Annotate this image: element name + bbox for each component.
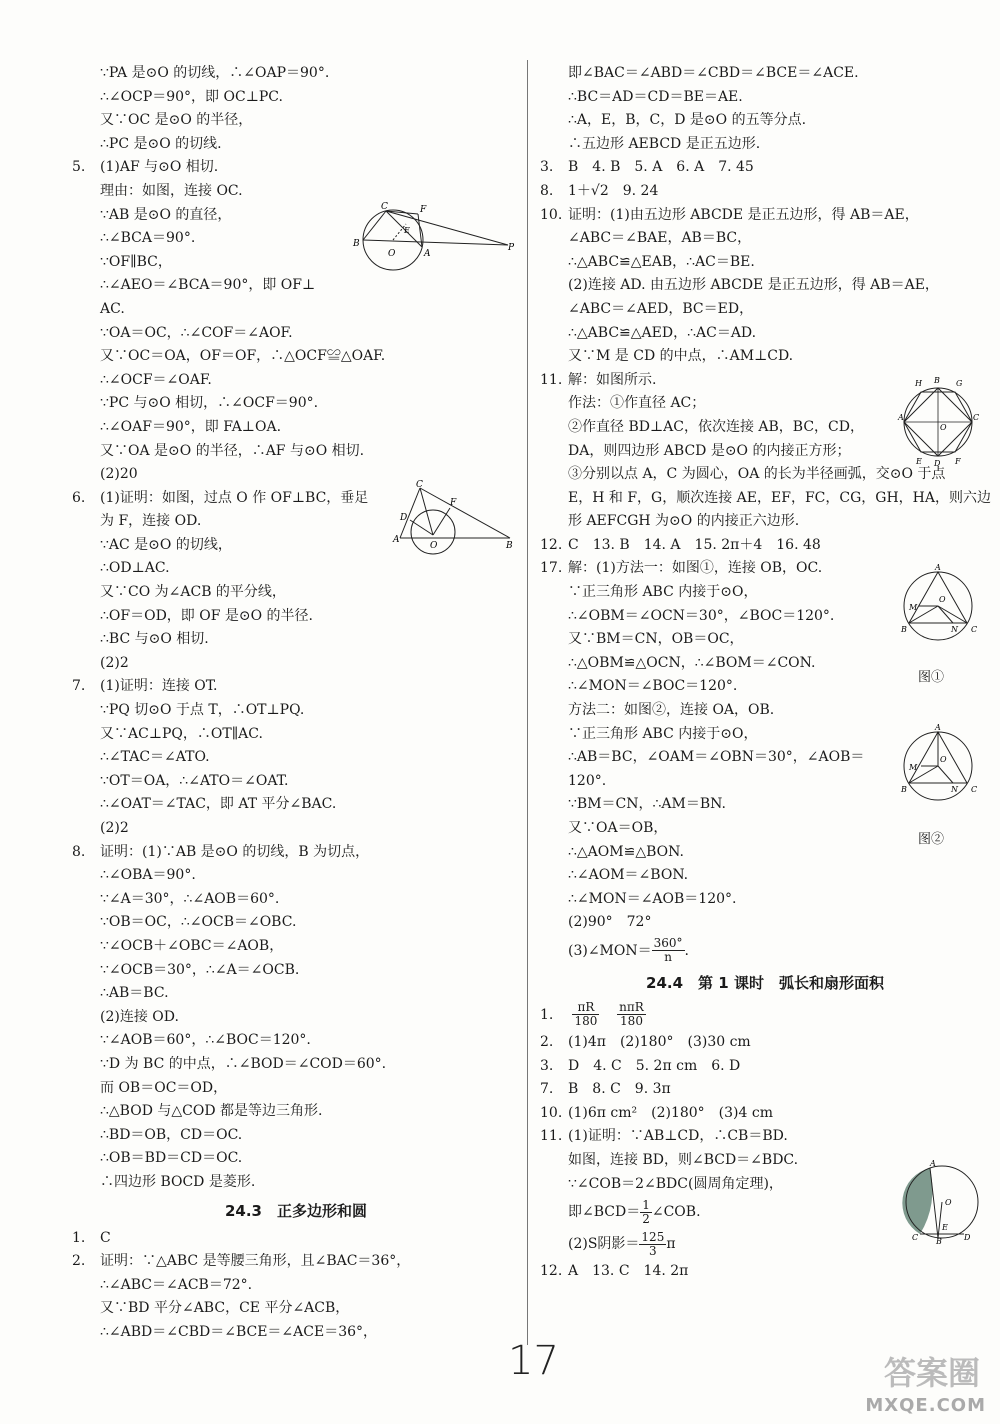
right-line bbox=[540, 227, 990, 251]
line-text: ∴PC 是⊙O 的切线. bbox=[100, 135, 222, 152]
figure-q17-2 bbox=[893, 720, 983, 806]
line-text: ∴∠MON＝∠BOC＝120°. bbox=[568, 678, 738, 695]
right-after-line bbox=[540, 1055, 990, 1079]
left-line bbox=[72, 581, 520, 605]
svg-text:E: E bbox=[942, 1223, 948, 1232]
line-text: ∴四边形 BOCD 是菱形. bbox=[100, 1173, 256, 1190]
line-text: ∴∠ABC＝∠ACB＝72°. bbox=[100, 1276, 253, 1293]
svg-text:O: O bbox=[940, 423, 947, 432]
left-after-line bbox=[72, 1274, 520, 1298]
line-text: ∠ABC＝∠AED，BC＝ED， bbox=[568, 300, 754, 317]
left-line bbox=[72, 888, 520, 912]
left-line bbox=[72, 628, 520, 652]
right-line bbox=[540, 133, 990, 157]
right-line bbox=[540, 109, 990, 133]
left-line bbox=[72, 392, 520, 416]
line-text: 而 OB＝OC＝OD， bbox=[100, 1079, 228, 1096]
q17-part3: (3)∠MON＝ $\frac{360^\circ}{n}$ . bbox=[568, 936, 689, 965]
svg-text:D: D bbox=[934, 459, 941, 468]
right-line bbox=[540, 534, 990, 558]
svg-text:M: M bbox=[909, 603, 918, 612]
left-line bbox=[72, 793, 520, 817]
line-text: ②作直径 BD⊥AC，依次连接 AB，BC，CD， bbox=[568, 418, 864, 435]
line-text: 又∵OA＝OB， bbox=[568, 820, 668, 836]
right-line bbox=[540, 322, 990, 346]
svg-text:C: C bbox=[416, 480, 423, 490]
line-text: 又∵BD 平分∠ABC，CE 平分∠ACB， bbox=[100, 1300, 350, 1317]
line-text: ∴A，E，B，C，D 是⊙O 的五等分点. bbox=[568, 112, 807, 129]
line-text: ∵BM＝CN，∴AM＝BN. bbox=[568, 796, 726, 813]
line-text: E，H 和 F，G，顺次连接 AE，EF，FC，CG，GH，HA，则六边 bbox=[568, 489, 991, 506]
svg-text:A: A bbox=[393, 535, 400, 545]
left-line bbox=[72, 982, 520, 1006]
line-text: ∵AC 是⊙O 的切线， bbox=[100, 536, 232, 553]
line-text: 证明：(1)由五边形 ABCDE 是正五边形，得 AB＝AE， bbox=[568, 206, 919, 223]
section-title-24-3: 24.3 正多边形和圆 bbox=[224, 1201, 367, 1220]
right-line bbox=[540, 204, 990, 228]
left-line bbox=[72, 345, 520, 369]
svg-text:N: N bbox=[951, 625, 958, 634]
line-text: ∴∠OCP＝90°，即 OC⊥PC. bbox=[100, 88, 283, 105]
right-line bbox=[540, 510, 990, 534]
line-text: C bbox=[100, 1229, 111, 1246]
question-number: 10. bbox=[540, 206, 563, 223]
line-text: ③分别以点 A，C 为圆心，OA 的长为半径画弧，交⊙O 于点 bbox=[568, 466, 946, 483]
line-text: C 13. B 14. A 15. 2π＋4 16. 48 bbox=[568, 536, 821, 553]
svg-text:P: P bbox=[508, 243, 515, 253]
svg-text:B: B bbox=[901, 625, 907, 634]
figure-q17-1-caption: 图① bbox=[918, 670, 945, 685]
line-text: ∴BD＝OB，CD＝OC. bbox=[100, 1126, 243, 1143]
question-number: 12. bbox=[540, 536, 563, 553]
svg-text:N: N bbox=[951, 785, 958, 794]
left-line bbox=[72, 1053, 520, 1077]
left-line bbox=[72, 746, 520, 770]
line-text: ∴△ABC≌△AED，∴AC＝AD. bbox=[568, 324, 757, 341]
right-line bbox=[540, 487, 990, 511]
line-text: ∴∠OBM＝∠OCN＝30°，∠BOC＝120°. bbox=[568, 607, 835, 624]
right-line bbox=[540, 86, 990, 110]
line-text: 解：(1)方法一：如图①，连接 OB，OC. bbox=[568, 560, 823, 577]
line-text: ∴OB＝BD＝CD＝OC. bbox=[100, 1150, 243, 1167]
line-text: (2)2 bbox=[100, 654, 129, 671]
left-line bbox=[72, 723, 520, 747]
left-line bbox=[72, 959, 520, 983]
question-number: 11. bbox=[540, 1128, 563, 1145]
line-text: 理由：如图，连接 OC. bbox=[100, 182, 243, 199]
left-line bbox=[72, 1124, 520, 1148]
line-text: 作法：①作直径 AC； bbox=[568, 395, 706, 412]
left-line bbox=[72, 298, 520, 322]
left-after-line bbox=[72, 1227, 520, 1251]
svg-text:A: A bbox=[935, 723, 941, 732]
line-text: ∴BC＝AD＝CD＝BE＝AE. bbox=[568, 88, 743, 105]
right-line bbox=[540, 62, 990, 86]
question-number: 1. bbox=[72, 1229, 86, 1246]
left-line bbox=[72, 1077, 520, 1101]
left-line bbox=[72, 1147, 520, 1171]
line-text: ∵D 为 BC 的中点，∴∠BOD＝∠COD＝60°. bbox=[100, 1055, 387, 1072]
right-after-line bbox=[540, 1125, 990, 1149]
line-text: ∴BC 与⊙O 相切. bbox=[100, 631, 209, 648]
left-line bbox=[72, 133, 520, 157]
left-line bbox=[72, 864, 520, 888]
line-text: 又∵AC⊥PQ，∴OT∥AC. bbox=[100, 725, 263, 742]
line-text: (2)20 bbox=[100, 466, 138, 483]
figure-q17-1 bbox=[893, 562, 983, 642]
line-text: ∴∠OAF＝90°，即 FA⊥OA. bbox=[100, 418, 282, 435]
line-text: ∴∠OAT＝∠TAC，即 AT 平分∠BAC. bbox=[100, 796, 337, 813]
figure-q5-tangent bbox=[348, 200, 518, 270]
line-text: ∵正三角形 ABC 内接于⊙O， bbox=[568, 725, 758, 742]
left-line bbox=[72, 699, 520, 723]
right-after-line bbox=[540, 1031, 990, 1055]
line-text: 又∵M 是 CD 的中点，∴AM⊥CD. bbox=[568, 348, 794, 365]
svg-text:B: B bbox=[506, 541, 513, 551]
svg-text:C: C bbox=[973, 413, 980, 422]
left-line bbox=[72, 274, 520, 298]
right-line bbox=[540, 274, 990, 298]
line-text: ∴∠OBA＝90°. bbox=[100, 867, 196, 884]
line-text: ∴AB＝BC. bbox=[100, 985, 169, 1002]
line-text: ∴∠ABD＝∠CBD＝∠BCE＝∠ACE＝36°， bbox=[100, 1323, 378, 1340]
question-number: 8. bbox=[540, 182, 554, 199]
line-text: ∴∠AEO＝∠BCA＝90°，即 OF⊥ bbox=[100, 277, 316, 294]
line-text: ∴△AOM≌△BON. bbox=[568, 843, 684, 860]
q12-answer: 12. A 13. C 14. 2π bbox=[540, 1263, 689, 1280]
svg-text:B: B bbox=[936, 1237, 942, 1246]
line-text: (1)证明：如图，过点 O 作 OF⊥BC，垂足 bbox=[100, 489, 369, 506]
line-text: 1＋√2 9. 24 bbox=[568, 182, 659, 199]
line-text: (2)连接 AD. 由五边形 ABCDE 是正五边形，得 AB＝AE， bbox=[568, 277, 939, 294]
line-text: B 8. C 9. 3π bbox=[568, 1081, 671, 1098]
line-text: ∵OF∥BC， bbox=[100, 253, 172, 270]
line-text: ∴∠BCA＝90°. bbox=[100, 230, 196, 247]
q11-area-line: (2)S阴影＝ $\frac{125}{3}$ π bbox=[568, 1229, 676, 1258]
left-line bbox=[72, 1006, 520, 1030]
svg-text:A: A bbox=[898, 413, 904, 422]
line-text: B 4. B 5. A 6. A 7. 45 bbox=[568, 159, 754, 176]
line-text: ∵AB 是⊙O 的直径， bbox=[100, 206, 232, 223]
line-text: (1)证明：∵AB⊥CD，∴CB＝BD. bbox=[568, 1128, 788, 1145]
line-text: D 4. C 5. 2π cm 6. D bbox=[568, 1057, 741, 1074]
line-text: 解：如图所示. bbox=[568, 371, 657, 388]
left-line bbox=[72, 440, 520, 464]
line-text: 又∵BM＝CN，OB＝OC， bbox=[568, 631, 744, 648]
right-line bbox=[540, 298, 990, 322]
right-after-line bbox=[540, 1102, 990, 1126]
line-text: (1)AF 与⊙O 相切. bbox=[100, 159, 219, 176]
question-number: 6. bbox=[72, 489, 86, 506]
svg-text:F: F bbox=[450, 498, 457, 508]
svg-text:B: B bbox=[901, 785, 907, 794]
line-text: DA，则四边形 ABCD 是⊙O 的内接正方形； bbox=[568, 442, 851, 459]
line-text: ∵PC 与⊙O 相切，∴∠OCF＝90°. bbox=[100, 395, 319, 412]
svg-text:B: B bbox=[934, 376, 940, 385]
svg-text:C: C bbox=[912, 1233, 919, 1242]
left-after-line bbox=[72, 1297, 520, 1321]
left-line bbox=[72, 109, 520, 133]
q1-answer: 1. $\frac{\pi R}{180}$ $\frac{\text{nπR}}{180}$ bbox=[540, 1000, 644, 1029]
line-text: 为 F，连接 OD. bbox=[100, 513, 202, 530]
line-text: 证明：∵△ABC 是等腰三角形，且∠BAC＝36°， bbox=[100, 1253, 411, 1270]
svg-text:O: O bbox=[388, 249, 396, 259]
question-number: 10. bbox=[540, 1104, 563, 1121]
question-number: 8. bbox=[72, 843, 86, 860]
line-text: 又∵CO 为∠ACB 的平分线， bbox=[100, 584, 286, 601]
right-line bbox=[540, 864, 990, 888]
line-text: 证明：(1)∵AB 是⊙O 的切线，B 为切点， bbox=[100, 843, 370, 860]
svg-text:O: O bbox=[945, 1198, 952, 1207]
figure-q6-bisector bbox=[390, 480, 515, 560]
svg-text:M: M bbox=[909, 763, 918, 772]
line-text: ∴∠MON＝∠AOB＝120°. bbox=[568, 890, 737, 907]
line-text: 又∵OC＝OA，OF＝OF，∴△OCF≌△OAF. bbox=[100, 348, 386, 365]
left-line bbox=[72, 935, 520, 959]
left-line bbox=[72, 416, 520, 440]
svg-text:O: O bbox=[939, 595, 946, 604]
left-after-line bbox=[72, 1321, 520, 1345]
svg-text:F: F bbox=[955, 457, 961, 466]
svg-text:A: A bbox=[930, 1159, 936, 1168]
svg-text:A: A bbox=[424, 249, 431, 259]
line-text: ∵∠OCB＝30°，∴∠A＝∠OCB. bbox=[100, 961, 300, 978]
svg-text:E: E bbox=[916, 457, 922, 466]
line-text: ∵OA＝OC，∴∠COF＝∠AOF. bbox=[100, 324, 293, 341]
line-text: ∴∠AOM＝∠BON. bbox=[568, 867, 689, 884]
question-number: 2. bbox=[72, 1253, 86, 1270]
left-line bbox=[72, 86, 520, 110]
question-number: 17. bbox=[540, 560, 563, 577]
left-line bbox=[72, 1171, 520, 1195]
left-line bbox=[72, 675, 520, 699]
figure-q11-sector bbox=[898, 1160, 983, 1245]
svg-text:G: G bbox=[956, 379, 963, 388]
question-number: 2. bbox=[540, 1033, 554, 1050]
svg-text:H: H bbox=[915, 379, 922, 388]
svg-text:B: B bbox=[353, 239, 360, 249]
left-line bbox=[72, 1029, 520, 1053]
left-line bbox=[72, 156, 520, 180]
svg-text:A: A bbox=[935, 563, 941, 572]
column-divider bbox=[527, 60, 528, 1345]
line-text: (1)6π cm² (2)180° (3)4 cm bbox=[568, 1104, 773, 1121]
svg-text:O: O bbox=[430, 541, 438, 551]
svg-text:C: C bbox=[971, 785, 978, 794]
line-text: ∠ABC＝∠BAE，AB＝BC， bbox=[568, 230, 752, 247]
left-line bbox=[72, 322, 520, 346]
line-text: ∵∠COB＝2∠BDC(圆周角定理)， bbox=[568, 1175, 783, 1192]
svg-text:E: E bbox=[404, 226, 410, 235]
line-text: 又∵OA 是⊙O 的半径，∴AF 与⊙O 相切. bbox=[100, 442, 365, 459]
question-number: 3. bbox=[540, 1057, 554, 1074]
left-line bbox=[72, 369, 520, 393]
line-text: 120°. bbox=[568, 772, 607, 789]
line-text: ∴△OBM≌△OCN，∴∠BOM＝∠CON. bbox=[568, 654, 816, 671]
right-line bbox=[540, 911, 990, 935]
right-line bbox=[540, 345, 990, 369]
line-text: ∵∠AOB＝60°，∴∠BOC＝120°. bbox=[100, 1032, 311, 1049]
line-text: (2)2 bbox=[100, 820, 129, 836]
line-text: 方法二：如图②，连接 OA，OB. bbox=[568, 702, 775, 719]
line-text: ∵OB＝OC，∴∠OCB＝∠OBC. bbox=[100, 914, 297, 931]
line-text: ∵∠A＝30°，∴∠AOB＝60°. bbox=[100, 890, 280, 907]
left-line bbox=[72, 1100, 520, 1124]
right-line bbox=[540, 156, 990, 180]
svg-text:D: D bbox=[400, 513, 408, 523]
left-line bbox=[72, 605, 520, 629]
line-text: ∵PA 是⊙O 的切线，∴∠OAP＝90°. bbox=[100, 65, 330, 81]
svg-text:F: F bbox=[420, 205, 427, 215]
svg-text:C: C bbox=[381, 202, 388, 212]
question-number: 7. bbox=[72, 678, 86, 695]
figure-q11-inscribed bbox=[898, 372, 978, 472]
line-text: 形 AEFCGH 为⊙O 的内接正六边形. bbox=[568, 513, 800, 530]
section-title-24-4: 24.4 第 1 课时 弧长和扇形面积 bbox=[646, 973, 884, 992]
svg-text:C: C bbox=[971, 625, 978, 634]
line-text: ∴∠TAC＝∠ATO. bbox=[100, 749, 210, 766]
line-text: (1)证明：连接 OT. bbox=[100, 678, 218, 695]
line-text: ∴AB＝BC，∠OAM＝∠OBN＝30°，∠AOB＝ bbox=[568, 749, 865, 766]
right-line bbox=[540, 251, 990, 275]
right-line bbox=[540, 180, 990, 204]
watermark-url: MXQE.COM bbox=[865, 1395, 986, 1416]
line-text: ∴五边形 AEBCD 是正五边形. bbox=[568, 135, 761, 152]
line-text: 即∠BAC＝∠ABD＝∠CBD＝∠BCE＝∠ACE. bbox=[568, 65, 859, 81]
figure-q17-2-caption: 图② bbox=[918, 832, 945, 847]
line-text: ∴∠OCF＝∠OAF. bbox=[100, 371, 212, 388]
line-text: ∴△BOD 与△COD 都是等边三角形. bbox=[100, 1103, 323, 1120]
svg-text:D: D bbox=[964, 1233, 971, 1242]
left-line bbox=[72, 817, 520, 841]
page-number: 17 bbox=[508, 1338, 559, 1384]
left-line bbox=[72, 770, 520, 794]
line-text: ∴△ABC≌△EAB，∴AC＝BE. bbox=[568, 253, 755, 270]
question-number: 3. bbox=[540, 159, 554, 176]
line-text: ∴OF＝OD，即 OF 是⊙O 的半径. bbox=[100, 607, 314, 624]
question-number: 11. bbox=[540, 371, 563, 388]
question-number: 7. bbox=[540, 1081, 554, 1098]
right-after-line bbox=[540, 1078, 990, 1102]
line-text: ∵正三角形 ABC 内接于⊙O， bbox=[568, 584, 758, 601]
question-number: 5. bbox=[72, 159, 86, 176]
watermark-logo: 答案圈 bbox=[883, 1354, 980, 1392]
left-line bbox=[72, 62, 520, 86]
line-text: AC. bbox=[100, 300, 125, 317]
svg-text:O: O bbox=[940, 755, 947, 764]
left-line bbox=[72, 911, 520, 935]
line-text: (2)90° 72° bbox=[568, 914, 652, 931]
line-text: ∵∠OCB＋∠OBC＝∠AOB， bbox=[100, 937, 284, 954]
left-after-line bbox=[72, 1250, 520, 1274]
line-text: 如图，连接 BD，则∠BCD＝∠BDC. bbox=[568, 1151, 799, 1168]
right-line bbox=[540, 888, 990, 912]
left-line bbox=[72, 841, 520, 865]
line-text: ∵PQ 切⊙O 于点 T，∴OT⊥PQ. bbox=[100, 702, 305, 719]
line-text: (1)4π (2)180° (3)30 cm bbox=[568, 1033, 751, 1050]
left-line bbox=[72, 652, 520, 676]
line-text: ∵OT＝OA，∴∠ATO＝∠OAT. bbox=[100, 772, 289, 789]
line-text: (2)连接 OD. bbox=[100, 1008, 179, 1025]
q11-bcd-line: 即∠BCD＝ $\frac{1}{2}$ ∠COB. bbox=[568, 1197, 701, 1226]
line-text: ∴OD⊥AC. bbox=[100, 560, 170, 577]
left-line bbox=[72, 557, 520, 581]
line-text: 又∵OC 是⊙O 的半径， bbox=[100, 112, 253, 129]
